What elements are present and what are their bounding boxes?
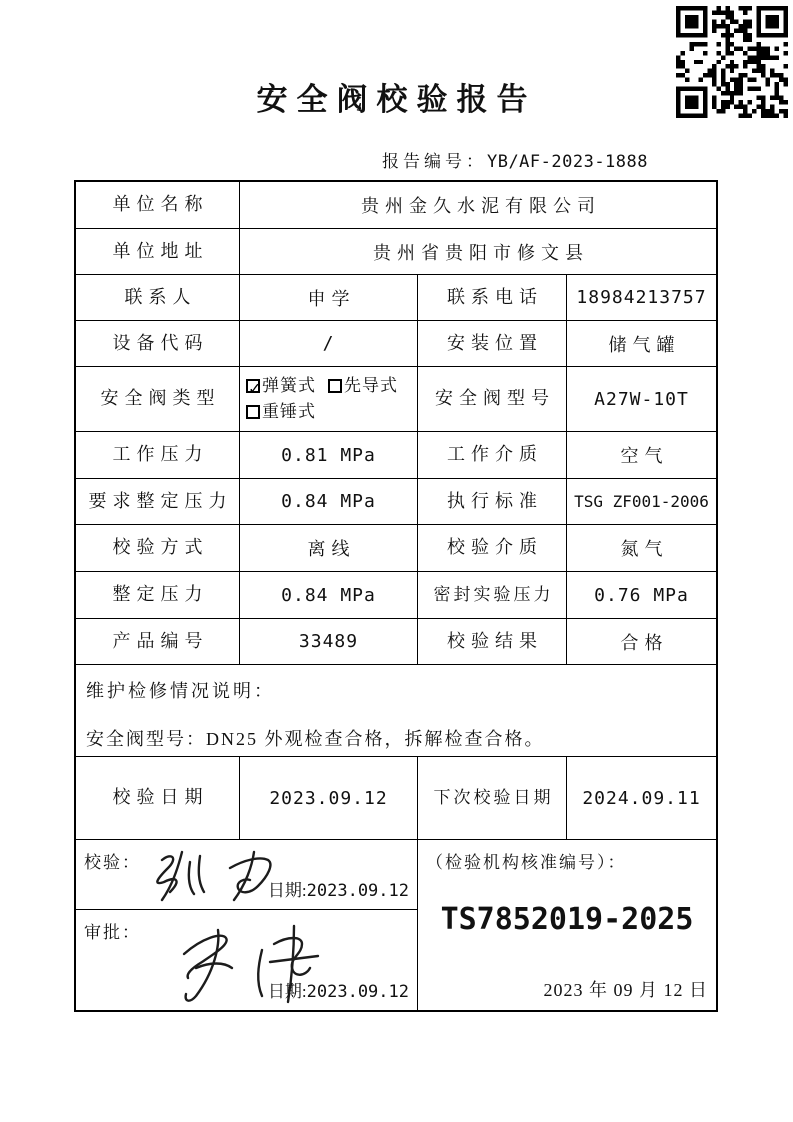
verifier-row: [76, 840, 417, 910]
unit-name-label: 单位名称: [76, 182, 240, 228]
valve-type-option-pilot: 先导式: [344, 376, 398, 395]
checkbox-weight-icon: [246, 405, 260, 419]
working-pressure-label: 工作压力: [76, 432, 240, 478]
table-row: [76, 757, 716, 840]
contact-phone-value: 18984213757: [576, 287, 707, 308]
calibration-date-label: 校验日期: [76, 757, 240, 839]
working-medium-value: 空气: [620, 446, 669, 466]
seal-test-pressure-value: 0.76 MPa: [594, 584, 689, 606]
required-set-pressure-label: 要求整定压力: [76, 479, 240, 524]
maintenance-title: 维护检修情况说明：: [86, 681, 275, 701]
maintenance-row: [76, 665, 716, 757]
verifier-date: 日期:2023.09.12: [267, 881, 409, 901]
install-location-value: 储气罐: [608, 334, 681, 355]
contact-label: 联系人: [76, 275, 240, 320]
calibration-medium-label: 校验介质: [418, 525, 567, 571]
install-location-label: 安装位置: [418, 321, 567, 366]
next-calibration-date-label: 下次校验日期: [418, 757, 567, 839]
approver-label: 审批：: [84, 923, 141, 942]
valve-type-option-weight: 重锤式: [262, 402, 316, 421]
table-row: [76, 525, 716, 572]
contact-value: 申学: [240, 275, 418, 320]
calibration-medium-value: 氮气: [620, 539, 669, 559]
report-number-value: YB/AF-2023-1888: [486, 152, 648, 172]
seal-test-pressure-label: 密封实验压力: [418, 572, 567, 618]
table-row: [76, 367, 716, 432]
table-row: [76, 182, 716, 229]
page-title: 安全阀校验报告: [256, 82, 537, 117]
table-row: [76, 229, 716, 275]
valve-model-value: A27W-10T: [594, 388, 689, 410]
signature-area: [76, 840, 716, 1010]
report-table: [74, 180, 718, 1012]
device-code-value: /: [240, 321, 418, 366]
calibration-date-value: 2023.09.12: [240, 757, 418, 839]
standard-value: TSG ZF001-2006: [574, 492, 709, 511]
table-row: [76, 432, 716, 479]
maintenance-cell: [76, 665, 716, 756]
working-medium-label: 工作介质: [418, 432, 567, 478]
table-row: [76, 479, 716, 525]
set-pressure-value: 0.84 MPa: [240, 572, 418, 618]
report-number-line: [75, 147, 648, 172]
table-row: [76, 275, 716, 321]
valve-type-options: [240, 367, 418, 431]
org-code-label: （检验机构核准编号）：: [426, 853, 627, 872]
contact-phone-label: 联系电话: [418, 275, 567, 320]
org-approval-cell: [418, 840, 716, 1010]
calibration-result-label: 校验结果: [418, 619, 567, 664]
maintenance-note: 安全阀型号：DN25 外观检查合格，拆解检查合格。: [86, 729, 545, 749]
unit-name-value: 贵州金久水泥有限公司: [361, 196, 601, 216]
approver-date: 日期:2023.09.12: [267, 982, 409, 1002]
approver-row: [76, 910, 417, 1010]
org-code-value: TS7852019-2025: [440, 902, 694, 937]
working-pressure-value: 0.81 MPa: [240, 432, 418, 478]
valve-type-label: 安全阀类型: [76, 367, 240, 431]
valve-type-option-spring: 弹簧式: [262, 376, 316, 395]
unit-address-label: 单位地址: [76, 229, 240, 274]
table-row: [76, 321, 716, 367]
set-pressure-label: 整定压力: [76, 572, 240, 618]
product-no-value: 33489: [240, 619, 418, 664]
table-row: [76, 572, 716, 619]
verifier-label: 校验：: [84, 853, 141, 872]
checkbox-spring-checked-icon: [246, 379, 260, 393]
checkbox-pilot-icon: [328, 379, 342, 393]
unit-address-value: 贵州省贵阳市修文县: [373, 242, 589, 263]
calibration-method-value: 离线: [240, 525, 418, 571]
standard-label: 执行标准: [418, 479, 567, 524]
report-number-label: 报告编号：: [381, 152, 487, 171]
signature-left-column: [76, 840, 418, 1010]
product-no-label: 产品编号: [76, 619, 240, 664]
required-set-pressure-value: 0.84 MPa: [240, 479, 418, 524]
table-row: [76, 619, 716, 665]
calibration-result-value: 合格: [620, 632, 669, 653]
calibration-method-label: 校验方式: [76, 525, 240, 571]
next-calibration-date-value: 2024.09.11: [582, 787, 701, 809]
org-issue-date: 2023 年 09 月 12 日: [543, 980, 708, 1000]
valve-model-label: 安全阀型号: [418, 367, 567, 431]
device-code-label: 设备代码: [76, 321, 240, 366]
